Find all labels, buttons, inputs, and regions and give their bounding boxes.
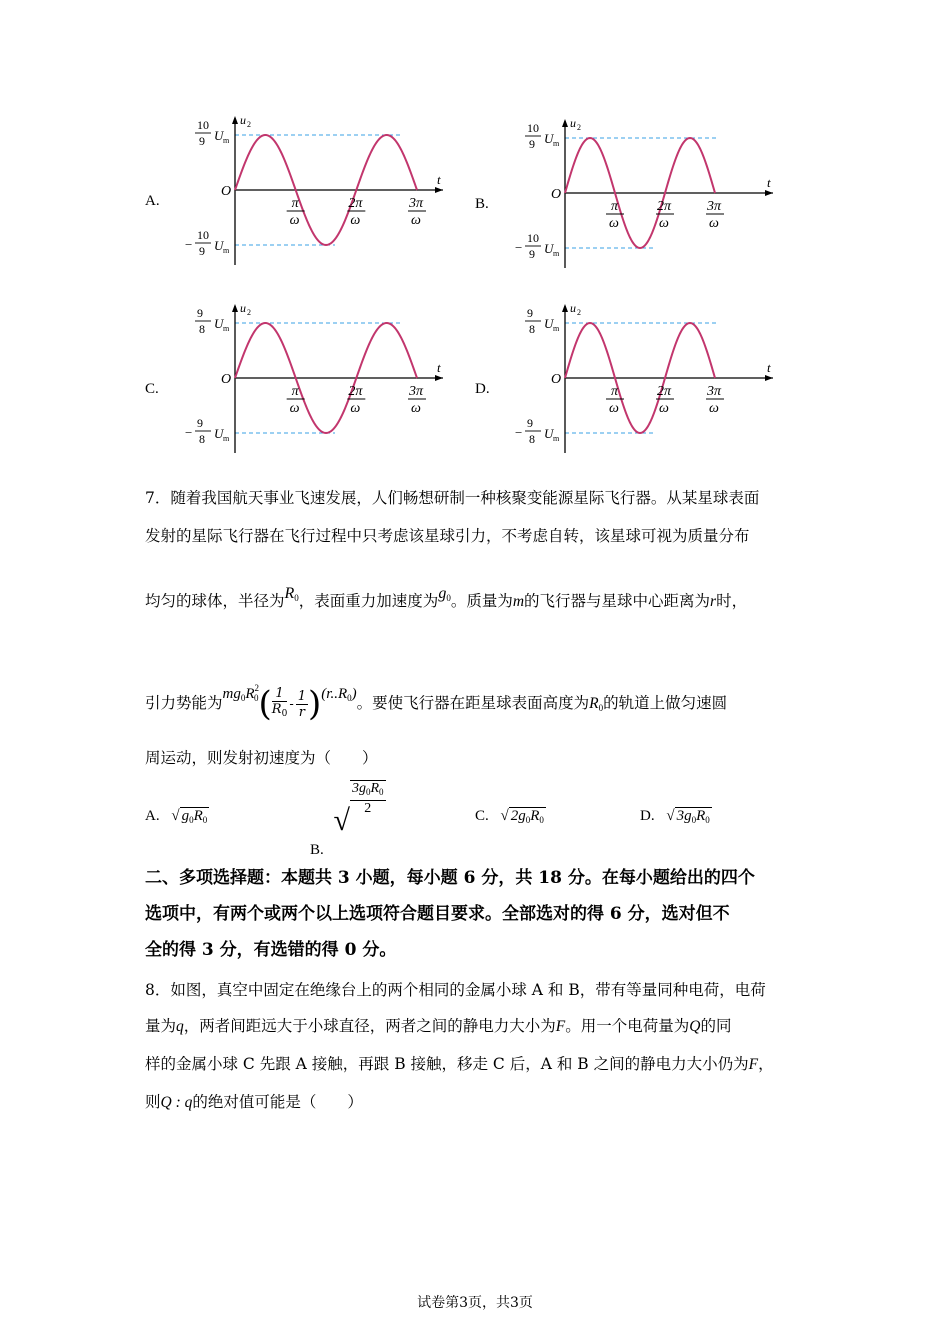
amp-top-U: U xyxy=(544,316,554,331)
amp-bottom-minus: − xyxy=(185,425,193,440)
amp-bottom-U: U xyxy=(214,238,224,253)
amp-top-U: U xyxy=(214,128,224,143)
y-axis-label: u xyxy=(570,116,576,130)
section2-line2: 选项中，有两个或两个以上选项符合题目要求。全部选对的得 6 分，选对但不 xyxy=(145,904,730,924)
amp-top-sub: m xyxy=(223,324,230,333)
q7-option-d[interactable]: D. √ $3g_0R_0$ xyxy=(640,808,710,825)
amp-bottom-numerator: 9 xyxy=(527,416,533,430)
amp-bottom-U: U xyxy=(214,426,224,441)
amp-top-sub: m xyxy=(553,324,560,333)
amp-top-numerator: 10 xyxy=(197,118,209,132)
q6-graph-c xyxy=(145,298,445,458)
tick-numerator: π xyxy=(291,196,299,211)
tick-denominator: ω xyxy=(709,401,719,416)
q6-option-d-label[interactable]: D. xyxy=(475,381,490,397)
tick-denominator: ω xyxy=(659,401,669,416)
amp-bottom-U: U xyxy=(544,241,554,256)
q8-line4: 则Q : q的绝对值可能是（ ） xyxy=(145,1093,363,1111)
amp-bottom-minus: − xyxy=(515,240,523,255)
amp-bottom-minus: − xyxy=(185,237,193,252)
q8-line3: 样的金属小球 C 先跟 A 接触，再跟 B 接触，移走 C 后，A 和 B 之间的静电力大小仍为F， xyxy=(145,1055,774,1073)
y-axis-arrow xyxy=(562,304,568,312)
tick-denominator: ω xyxy=(350,213,361,228)
q7-line5: 周运动，则发射初速度为（ ） xyxy=(145,749,378,767)
amp-bottom-denominator: 9 xyxy=(529,247,535,261)
amp-top-sub: m xyxy=(553,139,560,148)
q7-option-a[interactable]: A. √ $g_0R_0$ xyxy=(145,808,208,825)
amp-bottom-sub: m xyxy=(223,434,230,443)
tick-denominator: ω xyxy=(659,216,669,231)
origin-label: O xyxy=(221,184,232,199)
amp-bottom-sub: m xyxy=(223,246,230,255)
tick-denominator: ω xyxy=(350,401,361,416)
amp-top-U: U xyxy=(214,316,224,331)
q7-option-b[interactable]: B. √ $\frac{3g_0R_0}{2}$ xyxy=(310,781,384,858)
y-axis-subscript: 2 xyxy=(247,120,251,129)
amp-bottom-numerator: 10 xyxy=(197,228,209,242)
y-axis-subscript: 2 xyxy=(247,308,251,317)
page-footer: 试卷第3页，共3页 xyxy=(417,1295,533,1311)
q7-option-c[interactable]: C. √ $2g_0R_0$ xyxy=(475,808,544,825)
y-axis-arrow xyxy=(232,116,238,124)
tick-numerator: 3π xyxy=(409,384,424,399)
amp-top-numerator: 9 xyxy=(197,306,203,320)
q7-line2: 发射的星际飞行器在飞行过程中只考虑该星球引力，不考虑自转，该星球可视为质量分布 xyxy=(145,527,750,545)
x-axis-label: t xyxy=(767,175,771,190)
x-axis-arrow xyxy=(765,375,773,381)
y-axis-label: u xyxy=(240,301,246,315)
tick-denominator: ω xyxy=(411,401,421,416)
tick-numerator: 2π xyxy=(348,384,363,399)
x-axis-arrow xyxy=(435,375,443,381)
tick-numerator: 3π xyxy=(707,199,722,214)
section2-line3: 全的得 3 分，有选错的得 0 分。 xyxy=(145,940,397,960)
amp-bottom-denominator: 8 xyxy=(199,432,205,446)
y-axis-label: u xyxy=(240,113,246,127)
amp-bottom-denominator: 9 xyxy=(199,244,205,258)
x-axis-label: t xyxy=(767,360,771,375)
section2-line1: 二、多项选择题：本题共 3 小题，每小题 6 分，共 18 分。在每小题给出的四个 xyxy=(145,868,755,888)
q7-line3: 均匀的球体，半径为$R_0$，表面重力加速度为$g_0$。质量为m的飞行器与星球中心距离为r时， xyxy=(145,585,748,610)
tick-numerator: 2π xyxy=(657,199,672,214)
amp-bottom-sub: m xyxy=(553,434,560,443)
y-axis-subscript: 2 xyxy=(577,308,581,317)
y-axis-subscript: 2 xyxy=(577,123,581,132)
tick-denominator: ω xyxy=(609,216,619,231)
q8-line1: 8．如图，真空中固定在绝缘台上的两个相同的金属小球 A 和 B，带有等量同种电荷，电荷 xyxy=(145,981,766,999)
tick-numerator: 2π xyxy=(348,196,363,211)
q6-graph-b xyxy=(475,113,775,273)
tick-numerator: 3π xyxy=(707,384,722,399)
amp-top-denominator: 9 xyxy=(199,134,205,148)
tick-denominator: ω xyxy=(289,401,300,416)
amp-top-denominator: 9 xyxy=(529,137,535,151)
tick-numerator: π xyxy=(291,384,299,399)
amp-top-denominator: 8 xyxy=(529,322,535,336)
tick-denominator: ω xyxy=(411,213,421,228)
x-axis-label: t xyxy=(437,360,441,375)
amp-top-U: U xyxy=(544,131,554,146)
amp-top-sub: m xyxy=(223,136,230,145)
origin-label: O xyxy=(221,372,232,387)
y-axis-arrow xyxy=(562,119,568,127)
q6-graph-a xyxy=(145,110,445,270)
y-axis-arrow xyxy=(232,304,238,312)
x-axis-arrow xyxy=(765,190,773,196)
amp-bottom-minus: − xyxy=(515,425,523,440)
q7-line4: 引力势能为$mg_0R^2_0$( $\frac{1}{R_0}$ - $\frac{1}{r}$ )$(r..R_0)$。要使飞行器在距星球表面高度为$R_0$的轨道上做匀速圆 xyxy=(145,683,728,724)
origin-label: O xyxy=(551,372,562,387)
tick-numerator: 3π xyxy=(409,196,424,211)
tick-numerator: π xyxy=(611,199,619,214)
q6-option-a-label[interactable]: A. xyxy=(145,193,160,209)
x-axis-label: t xyxy=(437,172,441,187)
amp-top-denominator: 8 xyxy=(199,322,205,336)
amp-bottom-numerator: 9 xyxy=(197,416,203,430)
amp-bottom-sub: m xyxy=(553,249,560,258)
amp-bottom-denominator: 8 xyxy=(529,432,535,446)
amp-top-numerator: 9 xyxy=(527,306,533,320)
tick-numerator: π xyxy=(611,384,619,399)
amp-top-numerator: 10 xyxy=(527,121,539,135)
tick-numerator: 2π xyxy=(657,384,672,399)
amp-bottom-numerator: 10 xyxy=(527,231,539,245)
origin-label: O xyxy=(551,187,562,202)
x-axis-arrow xyxy=(435,187,443,193)
tick-denominator: ω xyxy=(609,401,619,416)
tick-denominator: ω xyxy=(709,216,719,231)
q8-line2: 量为q，两者间距远大于小球直径，两者之间的静电力大小为F。用一个电荷量为Q的同 xyxy=(145,1017,732,1035)
y-axis-label: u xyxy=(570,301,576,315)
amp-bottom-U: U xyxy=(544,426,554,441)
q7-line1: 7．随着我国航天事业飞速发展，人们畅想研制一种核聚变能源星际飞行器。从某星球表面 xyxy=(145,489,760,507)
q6-option-b-label[interactable]: B. xyxy=(475,196,489,212)
q6-option-c-label[interactable]: C. xyxy=(145,381,159,397)
tick-denominator: ω xyxy=(289,213,300,228)
q6-graph-d xyxy=(475,298,775,458)
